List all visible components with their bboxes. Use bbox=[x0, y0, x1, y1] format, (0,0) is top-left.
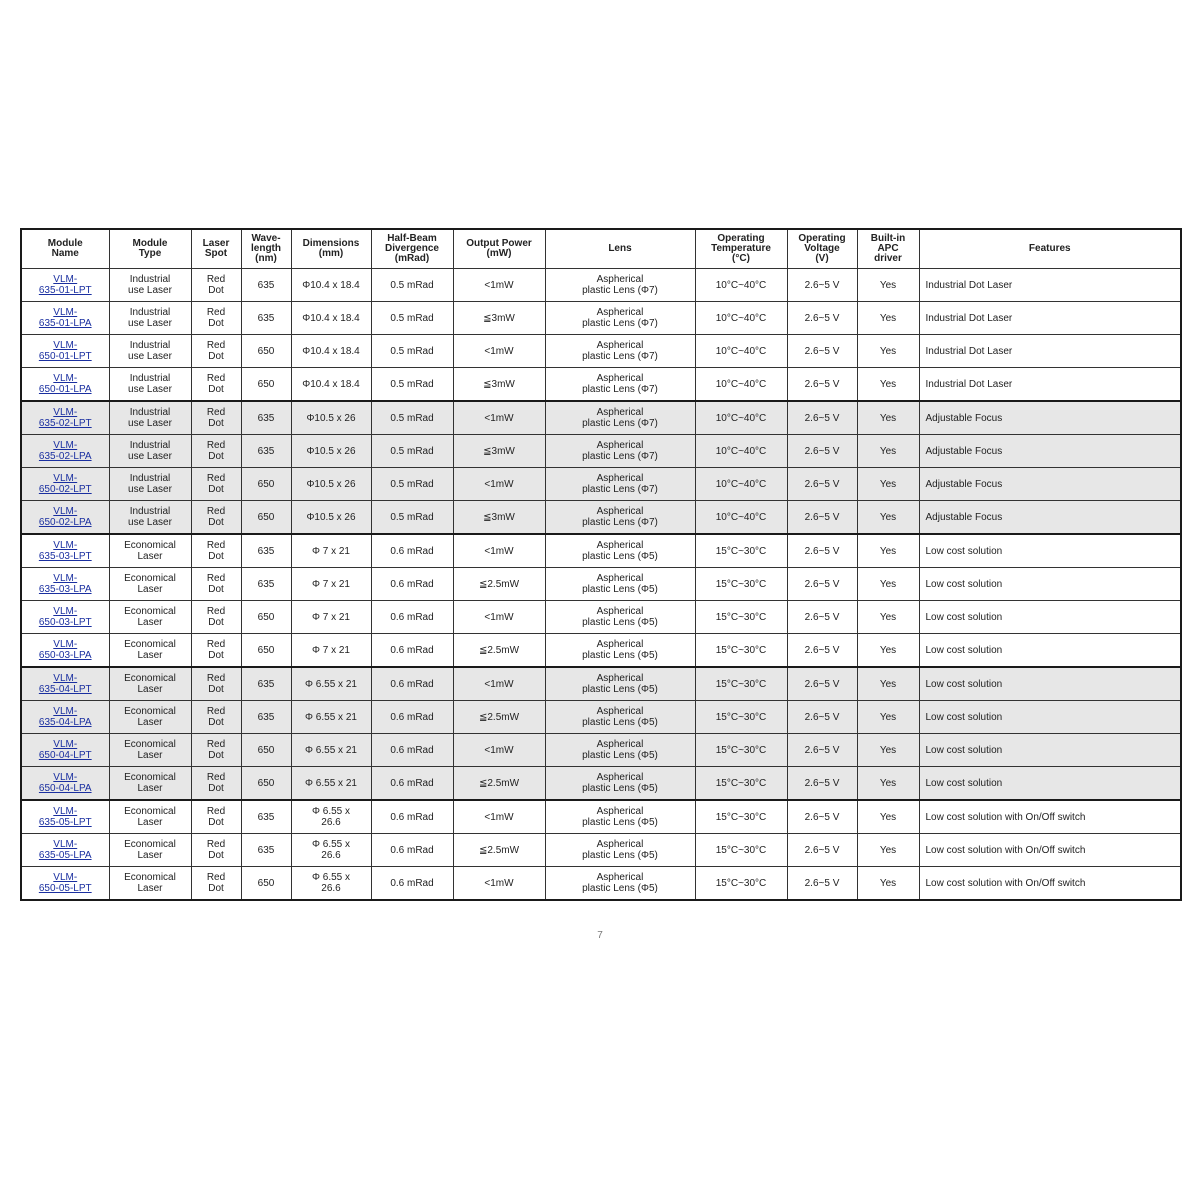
cell-wavelength: 635 bbox=[241, 302, 291, 335]
table-row bbox=[21, 368, 1181, 402]
table-row bbox=[21, 534, 1181, 568]
cell-beam-divergence: 0.5 mRad bbox=[371, 401, 453, 435]
header-row bbox=[21, 229, 1181, 269]
cell-module-name-link[interactable]: VLM- 650-03-LPT bbox=[21, 601, 109, 634]
cell-features: Industrial Dot Laser bbox=[919, 368, 1181, 402]
cell-lens: Aspherical plastic Lens (Φ7) bbox=[545, 368, 695, 402]
cell-operating-temperature: 15°C~30°C bbox=[695, 568, 787, 601]
table-row bbox=[21, 634, 1181, 668]
cell-lens: Aspherical plastic Lens (Φ5) bbox=[545, 534, 695, 568]
cell-beam-divergence: 0.6 mRad bbox=[371, 834, 453, 867]
cell-features: Industrial Dot Laser bbox=[919, 335, 1181, 368]
header-lens: Lens bbox=[545, 229, 695, 269]
cell-lens: Aspherical plastic Lens (Φ7) bbox=[545, 401, 695, 435]
table-row bbox=[21, 302, 1181, 335]
cell-wavelength: 635 bbox=[241, 568, 291, 601]
table-row bbox=[21, 734, 1181, 767]
cell-laser-spot: Red Dot bbox=[191, 501, 241, 535]
cell-operating-temperature: 15°C~30°C bbox=[695, 667, 787, 701]
cell-dimensions: Φ 6.55 x 26.6 bbox=[291, 867, 371, 901]
cell-operating-voltage: 2.6~5 V bbox=[787, 601, 857, 634]
cell-module-name-link[interactable]: VLM- 650-03-LPA bbox=[21, 634, 109, 668]
cell-beam-divergence: 0.6 mRad bbox=[371, 634, 453, 668]
cell-dimensions: Φ 6.55 x 26.6 bbox=[291, 800, 371, 834]
cell-beam-divergence: 0.6 mRad bbox=[371, 701, 453, 734]
cell-features: Industrial Dot Laser bbox=[919, 302, 1181, 335]
cell-laser-spot: Red Dot bbox=[191, 734, 241, 767]
cell-dimensions: Φ10.5 x 26 bbox=[291, 501, 371, 535]
cell-beam-divergence: 0.5 mRad bbox=[371, 368, 453, 402]
cell-operating-voltage: 2.6~5 V bbox=[787, 701, 857, 734]
cell-features: Low cost solution bbox=[919, 568, 1181, 601]
cell-dimensions: Φ10.5 x 26 bbox=[291, 401, 371, 435]
cell-operating-temperature: 15°C~30°C bbox=[695, 867, 787, 901]
cell-module-name-link[interactable]: VLM- 635-01-LPT bbox=[21, 269, 109, 302]
cell-module-type: Industrial use Laser bbox=[109, 468, 191, 501]
cell-lens: Aspherical plastic Lens (Φ5) bbox=[545, 867, 695, 901]
cell-apc-driver: Yes bbox=[857, 368, 919, 402]
table-row bbox=[21, 667, 1181, 701]
cell-dimensions: Φ 6.55 x 26.6 bbox=[291, 834, 371, 867]
cell-module-name-link[interactable]: VLM- 650-04-LPT bbox=[21, 734, 109, 767]
cell-features: Adjustable Focus bbox=[919, 435, 1181, 468]
cell-beam-divergence: 0.6 mRad bbox=[371, 601, 453, 634]
cell-beam-divergence: 0.6 mRad bbox=[371, 867, 453, 901]
cell-laser-spot: Red Dot bbox=[191, 534, 241, 568]
cell-module-type: Economical Laser bbox=[109, 800, 191, 834]
cell-lens: Aspherical plastic Lens (Φ5) bbox=[545, 701, 695, 734]
cell-laser-spot: Red Dot bbox=[191, 302, 241, 335]
cell-lens: Aspherical plastic Lens (Φ7) bbox=[545, 435, 695, 468]
cell-module-type: Economical Laser bbox=[109, 834, 191, 867]
cell-operating-temperature: 10°C~40°C bbox=[695, 335, 787, 368]
cell-operating-temperature: 15°C~30°C bbox=[695, 767, 787, 801]
cell-output-power: <1mW bbox=[453, 867, 545, 901]
cell-operating-temperature: 15°C~30°C bbox=[695, 634, 787, 668]
cell-dimensions: Φ10.4 x 18.4 bbox=[291, 302, 371, 335]
cell-features: Low cost solution bbox=[919, 667, 1181, 701]
cell-module-name-link[interactable]: VLM- 650-04-LPA bbox=[21, 767, 109, 801]
cell-features: Low cost solution bbox=[919, 634, 1181, 668]
cell-apc-driver: Yes bbox=[857, 767, 919, 801]
cell-output-power: <1mW bbox=[453, 800, 545, 834]
cell-dimensions: Φ10.4 x 18.4 bbox=[291, 335, 371, 368]
cell-laser-spot: Red Dot bbox=[191, 834, 241, 867]
cell-laser-spot: Red Dot bbox=[191, 867, 241, 901]
cell-laser-spot: Red Dot bbox=[191, 335, 241, 368]
cell-module-type: Industrial use Laser bbox=[109, 501, 191, 535]
cell-dimensions: Φ10.4 x 18.4 bbox=[291, 269, 371, 302]
cell-module-name-link[interactable]: VLM- 635-02-LPA bbox=[21, 435, 109, 468]
cell-features: Low cost solution bbox=[919, 601, 1181, 634]
cell-module-type: Industrial use Laser bbox=[109, 302, 191, 335]
header-operating-temperature: Operating Temperature (°C) bbox=[695, 229, 787, 269]
cell-output-power: ≦2.5mW bbox=[453, 701, 545, 734]
cell-module-type: Economical Laser bbox=[109, 667, 191, 701]
cell-dimensions: Φ 6.55 x 21 bbox=[291, 734, 371, 767]
cell-operating-voltage: 2.6~5 V bbox=[787, 634, 857, 668]
cell-output-power: ≦3mW bbox=[453, 435, 545, 468]
cell-dimensions: Φ10.4 x 18.4 bbox=[291, 368, 371, 402]
cell-module-type: Economical Laser bbox=[109, 601, 191, 634]
cell-module-name-link[interactable]: VLM- 635-03-LPA bbox=[21, 568, 109, 601]
header-operating-voltage: Operating Voltage (V) bbox=[787, 229, 857, 269]
cell-operating-voltage: 2.6~5 V bbox=[787, 401, 857, 435]
cell-apc-driver: Yes bbox=[857, 568, 919, 601]
cell-dimensions: Φ 7 x 21 bbox=[291, 534, 371, 568]
cell-output-power: <1mW bbox=[453, 601, 545, 634]
cell-operating-voltage: 2.6~5 V bbox=[787, 368, 857, 402]
cell-operating-voltage: 2.6~5 V bbox=[787, 667, 857, 701]
cell-operating-temperature: 10°C~40°C bbox=[695, 501, 787, 535]
cell-features: Low cost solution with On/Off switch bbox=[919, 800, 1181, 834]
cell-apc-driver: Yes bbox=[857, 834, 919, 867]
cell-output-power: <1mW bbox=[453, 468, 545, 501]
cell-module-name-link[interactable]: VLM- 650-01-LPA bbox=[21, 368, 109, 402]
cell-output-power: <1mW bbox=[453, 335, 545, 368]
cell-lens: Aspherical plastic Lens (Φ7) bbox=[545, 269, 695, 302]
cell-module-type: Industrial use Laser bbox=[109, 269, 191, 302]
cell-module-name-link[interactable]: VLM- 650-02-LPT bbox=[21, 468, 109, 501]
cell-laser-spot: Red Dot bbox=[191, 667, 241, 701]
cell-beam-divergence: 0.5 mRad bbox=[371, 501, 453, 535]
cell-module-name-link[interactable]: VLM- 635-03-LPT bbox=[21, 534, 109, 568]
spec-table-body bbox=[21, 269, 1181, 901]
cell-wavelength: 635 bbox=[241, 800, 291, 834]
cell-module-type: Economical Laser bbox=[109, 867, 191, 901]
cell-module-name-link[interactable]: VLM- 635-04-LPT bbox=[21, 667, 109, 701]
cell-output-power: <1mW bbox=[453, 534, 545, 568]
cell-lens: Aspherical plastic Lens (Φ5) bbox=[545, 568, 695, 601]
cell-module-name-link[interactable]: VLM- 635-01-LPA bbox=[21, 302, 109, 335]
cell-operating-temperature: 10°C~40°C bbox=[695, 435, 787, 468]
cell-lens: Aspherical plastic Lens (Φ5) bbox=[545, 800, 695, 834]
cell-module-type: Industrial use Laser bbox=[109, 368, 191, 402]
cell-module-name-link[interactable]: VLM- 635-05-LPT bbox=[21, 800, 109, 834]
cell-output-power: ≦2.5mW bbox=[453, 568, 545, 601]
cell-output-power: <1mW bbox=[453, 734, 545, 767]
header-wavelength: Wave- length (nm) bbox=[241, 229, 291, 269]
cell-output-power: ≦3mW bbox=[453, 302, 545, 335]
cell-beam-divergence: 0.6 mRad bbox=[371, 667, 453, 701]
cell-module-name-link[interactable]: VLM- 635-05-LPA bbox=[21, 834, 109, 867]
cell-apc-driver: Yes bbox=[857, 335, 919, 368]
cell-output-power: <1mW bbox=[453, 667, 545, 701]
table-row bbox=[21, 435, 1181, 468]
cell-wavelength: 650 bbox=[241, 767, 291, 801]
table-row bbox=[21, 867, 1181, 901]
header-beam-divergence: Half-Beam Divergence (mRad) bbox=[371, 229, 453, 269]
cell-beam-divergence: 0.5 mRad bbox=[371, 468, 453, 501]
header-module-type: Module Type bbox=[109, 229, 191, 269]
cell-operating-voltage: 2.6~5 V bbox=[787, 867, 857, 901]
table-row bbox=[21, 601, 1181, 634]
cell-module-name-link[interactable]: VLM- 650-01-LPT bbox=[21, 335, 109, 368]
table-row bbox=[21, 568, 1181, 601]
cell-module-type: Economical Laser bbox=[109, 734, 191, 767]
cell-module-type: Economical Laser bbox=[109, 568, 191, 601]
cell-beam-divergence: 0.6 mRad bbox=[371, 568, 453, 601]
cell-lens: Aspherical plastic Lens (Φ7) bbox=[545, 501, 695, 535]
cell-laser-spot: Red Dot bbox=[191, 568, 241, 601]
header-module-name: Module Name bbox=[21, 229, 109, 269]
cell-laser-spot: Red Dot bbox=[191, 800, 241, 834]
cell-operating-voltage: 2.6~5 V bbox=[787, 302, 857, 335]
cell-operating-temperature: 15°C~30°C bbox=[695, 834, 787, 867]
cell-apc-driver: Yes bbox=[857, 269, 919, 302]
table-row bbox=[21, 701, 1181, 734]
cell-wavelength: 650 bbox=[241, 501, 291, 535]
cell-operating-temperature: 15°C~30°C bbox=[695, 701, 787, 734]
cell-wavelength: 650 bbox=[241, 734, 291, 767]
cell-features: Low cost solution with On/Off switch bbox=[919, 834, 1181, 867]
cell-beam-divergence: 0.5 mRad bbox=[371, 302, 453, 335]
laser-module-spec-table bbox=[20, 228, 1182, 901]
cell-lens: Aspherical plastic Lens (Φ5) bbox=[545, 667, 695, 701]
table-row bbox=[21, 800, 1181, 834]
cell-lens: Aspherical plastic Lens (Φ7) bbox=[545, 302, 695, 335]
cell-output-power: ≦2.5mW bbox=[453, 767, 545, 801]
cell-module-name-link[interactable]: VLM- 635-04-LPA bbox=[21, 701, 109, 734]
cell-operating-voltage: 2.6~5 V bbox=[787, 800, 857, 834]
cell-output-power: ≦2.5mW bbox=[453, 634, 545, 668]
cell-module-name-link[interactable]: VLM- 635-02-LPT bbox=[21, 401, 109, 435]
cell-operating-temperature: 15°C~30°C bbox=[695, 534, 787, 568]
cell-lens: Aspherical plastic Lens (Φ5) bbox=[545, 834, 695, 867]
page-number: 7 bbox=[597, 930, 603, 941]
table-row bbox=[21, 335, 1181, 368]
header-apc-driver: Built-in APC driver bbox=[857, 229, 919, 269]
cell-operating-temperature: 15°C~30°C bbox=[695, 601, 787, 634]
cell-features: Low cost solution bbox=[919, 734, 1181, 767]
cell-apc-driver: Yes bbox=[857, 435, 919, 468]
cell-module-type: Industrial use Laser bbox=[109, 335, 191, 368]
table-row bbox=[21, 401, 1181, 435]
cell-module-type: Economical Laser bbox=[109, 634, 191, 668]
cell-apc-driver: Yes bbox=[857, 800, 919, 834]
table-row bbox=[21, 269, 1181, 302]
cell-apc-driver: Yes bbox=[857, 667, 919, 701]
cell-dimensions: Φ 6.55 x 21 bbox=[291, 701, 371, 734]
cell-operating-temperature: 15°C~30°C bbox=[695, 800, 787, 834]
cell-operating-voltage: 2.6~5 V bbox=[787, 501, 857, 535]
cell-apc-driver: Yes bbox=[857, 701, 919, 734]
cell-module-type: Economical Laser bbox=[109, 534, 191, 568]
cell-beam-divergence: 0.6 mRad bbox=[371, 800, 453, 834]
cell-wavelength: 650 bbox=[241, 634, 291, 668]
cell-features: Adjustable Focus bbox=[919, 401, 1181, 435]
cell-lens: Aspherical plastic Lens (Φ5) bbox=[545, 634, 695, 668]
cell-wavelength: 650 bbox=[241, 368, 291, 402]
cell-dimensions: Φ 6.55 x 21 bbox=[291, 767, 371, 801]
cell-features: Adjustable Focus bbox=[919, 468, 1181, 501]
cell-lens: Aspherical plastic Lens (Φ7) bbox=[545, 335, 695, 368]
cell-apc-driver: Yes bbox=[857, 734, 919, 767]
cell-dimensions: Φ10.5 x 26 bbox=[291, 435, 371, 468]
cell-operating-temperature: 10°C~40°C bbox=[695, 302, 787, 335]
cell-apc-driver: Yes bbox=[857, 302, 919, 335]
cell-apc-driver: Yes bbox=[857, 601, 919, 634]
cell-module-name-link[interactable]: VLM- 650-02-LPA bbox=[21, 501, 109, 535]
cell-output-power: ≦2.5mW bbox=[453, 834, 545, 867]
cell-laser-spot: Red Dot bbox=[191, 368, 241, 402]
cell-beam-divergence: 0.5 mRad bbox=[371, 335, 453, 368]
cell-features: Low cost solution with On/Off switch bbox=[919, 867, 1181, 901]
cell-wavelength: 650 bbox=[241, 468, 291, 501]
header-output-power: Output Power (mW) bbox=[453, 229, 545, 269]
cell-lens: Aspherical plastic Lens (Φ5) bbox=[545, 601, 695, 634]
cell-dimensions: Φ 7 x 21 bbox=[291, 634, 371, 668]
cell-operating-voltage: 2.6~5 V bbox=[787, 568, 857, 601]
cell-operating-voltage: 2.6~5 V bbox=[787, 468, 857, 501]
table-row bbox=[21, 501, 1181, 535]
cell-apc-driver: Yes bbox=[857, 634, 919, 668]
spec-table-wrapper bbox=[20, 228, 1180, 901]
cell-wavelength: 635 bbox=[241, 834, 291, 867]
cell-beam-divergence: 0.6 mRad bbox=[371, 534, 453, 568]
header-laser-spot: Laser Spot bbox=[191, 229, 241, 269]
cell-operating-voltage: 2.6~5 V bbox=[787, 834, 857, 867]
cell-operating-voltage: 2.6~5 V bbox=[787, 335, 857, 368]
cell-operating-temperature: 10°C~40°C bbox=[695, 269, 787, 302]
cell-lens: Aspherical plastic Lens (Φ7) bbox=[545, 468, 695, 501]
table-row bbox=[21, 767, 1181, 801]
cell-beam-divergence: 0.6 mRad bbox=[371, 734, 453, 767]
cell-laser-spot: Red Dot bbox=[191, 435, 241, 468]
cell-lens: Aspherical plastic Lens (Φ5) bbox=[545, 734, 695, 767]
cell-output-power: ≦3mW bbox=[453, 501, 545, 535]
cell-module-type: Economical Laser bbox=[109, 767, 191, 801]
cell-output-power: ≦3mW bbox=[453, 368, 545, 402]
cell-dimensions: Φ 6.55 x 21 bbox=[291, 667, 371, 701]
cell-laser-spot: Red Dot bbox=[191, 634, 241, 668]
header-features: Features bbox=[919, 229, 1181, 269]
cell-features: Industrial Dot Laser bbox=[919, 269, 1181, 302]
cell-features: Adjustable Focus bbox=[919, 501, 1181, 535]
cell-dimensions: Φ10.5 x 26 bbox=[291, 468, 371, 501]
cell-wavelength: 635 bbox=[241, 401, 291, 435]
cell-wavelength: 635 bbox=[241, 534, 291, 568]
cell-beam-divergence: 0.6 mRad bbox=[371, 767, 453, 801]
cell-dimensions: Φ 7 x 21 bbox=[291, 568, 371, 601]
cell-operating-temperature: 10°C~40°C bbox=[695, 368, 787, 402]
cell-apc-driver: Yes bbox=[857, 501, 919, 535]
table-row bbox=[21, 468, 1181, 501]
cell-beam-divergence: 0.5 mRad bbox=[371, 269, 453, 302]
cell-lens: Aspherical plastic Lens (Φ5) bbox=[545, 767, 695, 801]
cell-laser-spot: Red Dot bbox=[191, 468, 241, 501]
cell-features: Low cost solution bbox=[919, 701, 1181, 734]
cell-operating-temperature: 10°C~40°C bbox=[695, 401, 787, 435]
cell-dimensions: Φ 7 x 21 bbox=[291, 601, 371, 634]
cell-wavelength: 650 bbox=[241, 601, 291, 634]
cell-laser-spot: Red Dot bbox=[191, 601, 241, 634]
cell-apc-driver: Yes bbox=[857, 468, 919, 501]
cell-wavelength: 635 bbox=[241, 269, 291, 302]
cell-operating-voltage: 2.6~5 V bbox=[787, 534, 857, 568]
cell-laser-spot: Red Dot bbox=[191, 701, 241, 734]
table-row bbox=[21, 834, 1181, 867]
header-dimensions: Dimensions (mm) bbox=[291, 229, 371, 269]
cell-operating-temperature: 10°C~40°C bbox=[695, 468, 787, 501]
cell-laser-spot: Red Dot bbox=[191, 269, 241, 302]
cell-wavelength: 650 bbox=[241, 335, 291, 368]
cell-laser-spot: Red Dot bbox=[191, 401, 241, 435]
cell-apc-driver: Yes bbox=[857, 401, 919, 435]
cell-module-type: Industrial use Laser bbox=[109, 435, 191, 468]
cell-beam-divergence: 0.5 mRad bbox=[371, 435, 453, 468]
cell-output-power: <1mW bbox=[453, 269, 545, 302]
cell-apc-driver: Yes bbox=[857, 534, 919, 568]
cell-operating-voltage: 2.6~5 V bbox=[787, 435, 857, 468]
cell-wavelength: 635 bbox=[241, 435, 291, 468]
cell-features: Low cost solution bbox=[919, 534, 1181, 568]
cell-operating-voltage: 2.6~5 V bbox=[787, 734, 857, 767]
cell-apc-driver: Yes bbox=[857, 867, 919, 901]
cell-wavelength: 650 bbox=[241, 867, 291, 901]
cell-operating-temperature: 15°C~30°C bbox=[695, 734, 787, 767]
cell-laser-spot: Red Dot bbox=[191, 767, 241, 801]
cell-module-type: Economical Laser bbox=[109, 701, 191, 734]
cell-wavelength: 635 bbox=[241, 701, 291, 734]
cell-wavelength: 635 bbox=[241, 667, 291, 701]
cell-operating-voltage: 2.6~5 V bbox=[787, 767, 857, 801]
cell-module-name-link[interactable]: VLM- 650-05-LPT bbox=[21, 867, 109, 901]
cell-module-type: Industrial use Laser bbox=[109, 401, 191, 435]
cell-operating-voltage: 2.6~5 V bbox=[787, 269, 857, 302]
cell-output-power: <1mW bbox=[453, 401, 545, 435]
cell-features: Low cost solution bbox=[919, 767, 1181, 801]
